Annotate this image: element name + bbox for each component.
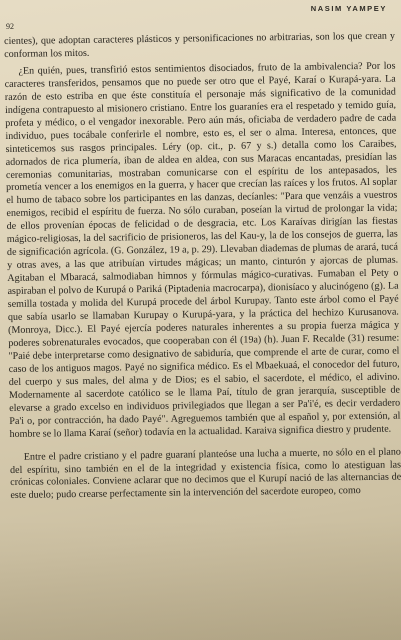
page-number: 92 — [6, 22, 14, 31]
page-header — [0, 4, 393, 18]
paragraph-continuation: cientes), que adoptan caracteres plásticos y personificaciones no arbitrarias, son los que crean y conforman los mitos. — [4, 30, 396, 60]
running-head: NASIM YAMPEY — [310, 4, 387, 13]
paragraph-payé: ¿En quién, pues, transfirió estos sentimientos disociados, fruto de la ambivalencia? Por los caracteres transferidos, pensamos que no puede ser otro que el Payé, Karaí o Kurapá-yara. La razón de esto estriba en que éste constituía el personaje más significativo de la comunidad indígena contrapuesto al misionero cristiano. Entre los guaraníes era el respetado y temido guía, profeta y médico, o el vengador inexorable. Pero aún más, oficiaba de verdadero padre de cada individuo, pues tocábale conferirle el nombre, esto es, el ser o alma. Interesa, entonces, que sinteticemos sus rasgos principales. Léry (op. cit., p. 67 y s.) detalla como los Caraibes, adornados de rica plumería, iban de aldea en aldea, con sus Maracas encantadas, presidían las ceremonias comunitarias, mostraban comunicarse con el espíritu de los antepasados, les prometía vencer a los enemigos en la guerra, y hacer que crecían las raíces y los frutos. Al soplar el humo de tabaco sobre los participantes en las danzas, decíanles: "Para que venzáis a vuestros enemigos, recibid el espíritu de fuerza. No sólo curaban, poseían la virtud de prolongar la vida; de ellos provenían épocas de felicidad o de desgracia, etc. Los Karaívas dirigían las fiestas mágico-religiosas, la del sacrificio de prisioneros, las del Kau-y, la de los consejos de guerra, las de significación agrícola. (G. González, 19 a, p. 29). Llevaban diademas de plumas de arará, tucá y otras aves, a las que atribuían virtudes mágicas; un manto, cinturón y ajorcas de plumas. Agitaban el Mbaracá, salmodiaban himnos y fórmulas mágico-curativas. Fumaban el Pety o aspiraban el polvo de Kurupá o Pariká (Piptadenia macrocarpa), dionisíaco y alucinógeno (g). La semilla tostada y molida del Kurupá procede del árbol Kurupay. Tanto este árbol como el Payé que sabía usarlo se llamaban Kurupay o Kurupá-yara, y la práctica del hechizo Kurusanova. (Monroya, Dicc.). El Payé ejercía poderes naturales inherentes a su propia fuerza mágica y poderes sobrenaturales evocados, que cooperaban con él (19a) (h). Juan F. Recalde (31) resume: "Paié debe interpretarse como designativo de sabiduría, que comprende el arte de curar, como el caso de los antiguos magos. Payé no significa médico. Es el Mbaekuaá, el conocedor del futuro, del cuerpo y sus males, del alma y de Dios; es el sabio, el sacerdote, el médico, el adivino. Modernamente al sacerdote católico se le llama Paí, título de gran jerarquía, susceptible de elevarse a grado excelso en individuos privilegiados que llegan a ser Pa'i'é, es decir verdadero Pa'i o, por contracción, ha dado Payé". Agreguemos también que al español y, por extensión, al hombre se lo llama Karaí (señor) todavía en la actualidad. Karaiva significa diestro y prudente. — [4, 60, 401, 440]
paragraph-lucha: Entre el padre cristiano y el padre guaraní planteóse una lucha a muerte, no sólo en el plano del espíritu, sino también en el de la integridad y existencia física, como lo atestiguan las crónicas coloniales. Conviene aclarar que no decimos que el Kurupí nació de las alternancias de este duelo; pudo crearse perfectamente sin la intervención del sacerdote europeo, como — [9, 446, 401, 502]
body-text — [4, 31, 401, 638]
